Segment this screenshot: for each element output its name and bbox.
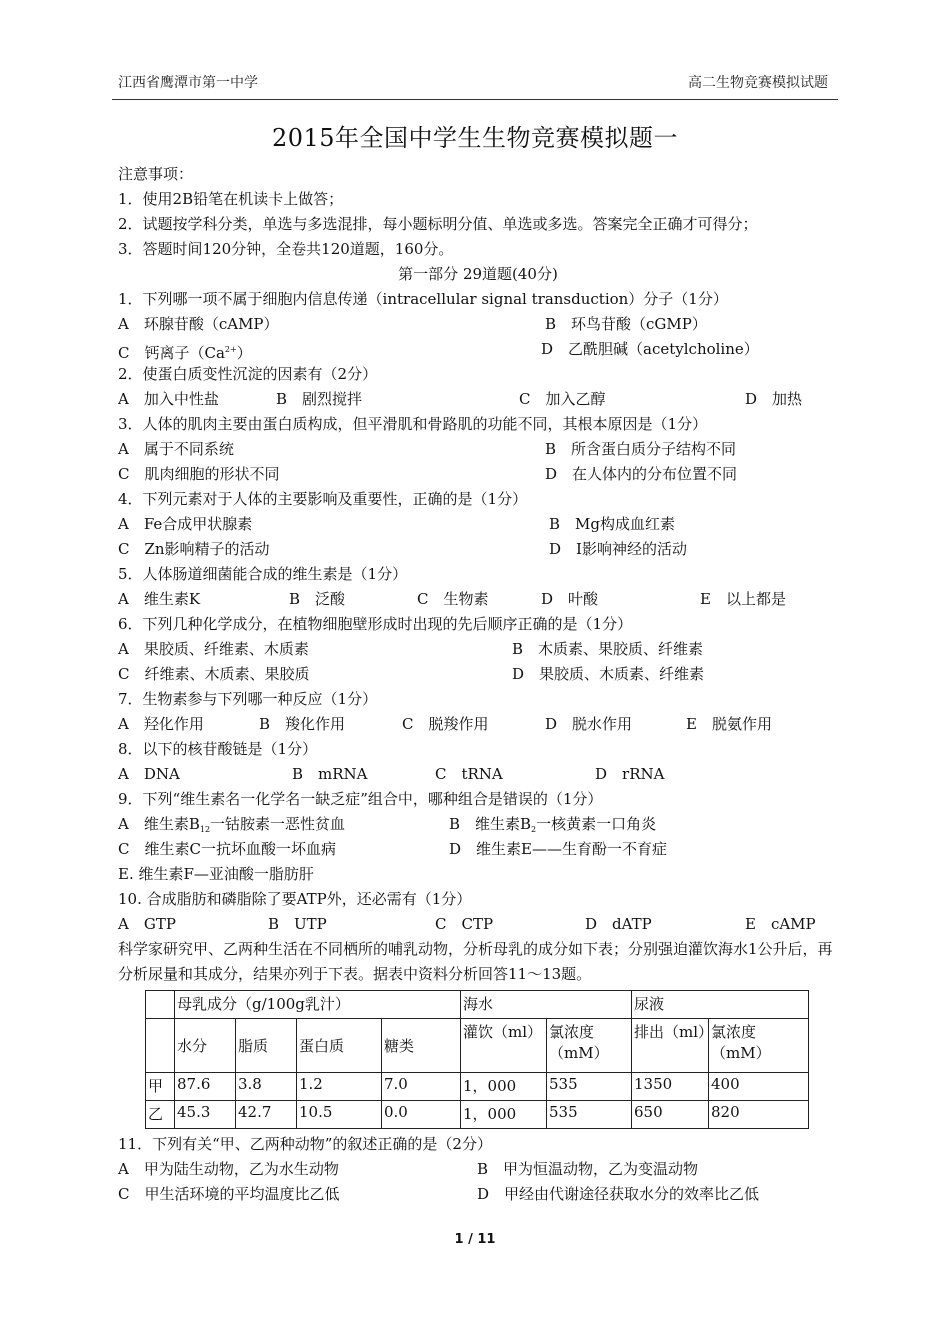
- option-b-text: B 维生素B: [449, 815, 532, 833]
- table-group-row: [146, 991, 809, 1019]
- option-b: B Mg构成血红素: [549, 515, 675, 533]
- option-row: [118, 812, 838, 837]
- passage-intro: 科学家研究甲、乙两种生活在不同栖所的哺乳动物，分析母乳的成分如下表；分别强迫灌饮海水1公升后，再分析尿量和其成分，结果亦列于下表。据表中资料分析回答11～13题。: [118, 940, 833, 983]
- question-stem: 4．下列元素对于人体的主要影响及重要性，正确的是（1分）: [118, 490, 528, 508]
- option-b-rest: 一核黄素一口角炎: [536, 815, 657, 833]
- column-header: 水分: [175, 1019, 236, 1073]
- question-stem: 8．以下的核苷酸链是（1分）: [118, 740, 318, 758]
- option-e: E 脱氨作用: [686, 715, 772, 733]
- option-d: D 在人体内的分布位置不同: [545, 465, 738, 483]
- option-d: D 加热: [745, 390, 803, 408]
- option-row: [118, 462, 838, 487]
- superscript: 2+: [224, 345, 237, 354]
- note-item: 1．使用2B铅笔在机读卡上做答；: [118, 190, 344, 208]
- row-label: 甲: [146, 1073, 175, 1101]
- option-row: [118, 912, 838, 937]
- group-header-milk: 母乳成分（g/100g乳汁）: [175, 991, 461, 1019]
- option-row: [118, 587, 838, 612]
- table-cell: 1，000: [461, 1073, 547, 1101]
- option-c-text: C 钙离子（Ca: [118, 344, 225, 362]
- header-subject: 高二生物竞赛模拟试题: [688, 75, 828, 91]
- note-item: 3．答题时间120分钟，全卷共120道题，160分。: [118, 240, 454, 258]
- table-cell: 42.7: [236, 1101, 297, 1129]
- option-e: E cAMP: [745, 915, 816, 933]
- option-row: [118, 437, 838, 462]
- option-a: A GTP: [118, 915, 176, 933]
- option-row: [118, 1157, 838, 1182]
- option-a: A 果胶质、纤维素、木质素: [118, 640, 309, 658]
- header-school: 江西省鹰潭市第一中学: [118, 75, 258, 91]
- group-header-urine: 尿液: [632, 991, 809, 1019]
- question-stem: 2．使蛋白质变性沉淀的因素有（2分）: [118, 365, 378, 383]
- option-a: A 环腺苷酸（cAMP）: [118, 315, 279, 333]
- question-stem: 10. 合成脂肪和磷脂除了要ATP外，还必需有（1分）: [118, 890, 472, 908]
- option-d: D I影响神经的活动: [549, 540, 687, 558]
- table-column-row: [146, 1019, 809, 1073]
- option-c: C 甲生活环境的平均温度比乙低: [118, 1185, 340, 1203]
- table-cell: 10.5: [297, 1101, 382, 1129]
- page-number: 1 / 11: [454, 1232, 496, 1247]
- option-e: E 以上都是: [700, 590, 786, 608]
- table-cell: 535: [547, 1073, 632, 1101]
- table-cell: 87.6: [175, 1073, 236, 1101]
- table-cell: 1.2: [297, 1073, 382, 1101]
- row-label: 乙: [146, 1101, 175, 1129]
- question-stem: 11．下列有关“甲、乙两种动物”的叙述正确的是（2分）: [118, 1135, 492, 1153]
- option-row: [118, 387, 838, 412]
- option-c: C 纤维素、木质素、果胶质: [118, 665, 310, 683]
- option-b: B 环鸟苷酸（cGMP）: [545, 315, 707, 333]
- table-cell: 45.3: [175, 1101, 236, 1129]
- option-a-rest: 一钴胺素一恶性贫血: [210, 815, 346, 833]
- column-header: 脂质: [236, 1019, 297, 1073]
- option-a: A 维生素K: [118, 590, 201, 608]
- option-row: [118, 1182, 838, 1207]
- option-row: [118, 762, 838, 787]
- option-c: C 肌肉细胞的形状不同: [118, 465, 280, 483]
- table-cell: 3.8: [236, 1073, 297, 1101]
- column-header: 蛋白质: [297, 1019, 382, 1073]
- notes-heading: 注意事项：: [118, 165, 194, 183]
- option-a: A DNA: [118, 765, 180, 783]
- question-stem: 9．下列“维生素名一化学名一缺乏症”组合中，哪种组合是错误的（1分）: [118, 790, 603, 808]
- option-row: [118, 837, 838, 862]
- column-header: 灌饮（ml）: [461, 1019, 547, 1073]
- option-row: [118, 337, 838, 362]
- option-d: D 维生素E——生育酚一不育症: [449, 840, 667, 858]
- table-cell: 400: [709, 1073, 809, 1101]
- table-row: [146, 1073, 809, 1101]
- subscript: 2: [531, 825, 537, 834]
- question-stem: 7．生物素参与下列哪一种反应（1分）: [118, 690, 378, 708]
- column-header: 氯浓度（mM）: [709, 1019, 809, 1073]
- option-a: A 羟化作用: [118, 715, 204, 733]
- option-d: D 甲经由代谢途径获取水分的效率比乙低: [477, 1185, 760, 1203]
- option-e: E. 维生素F—亚油酸一脂肪肝: [118, 865, 314, 883]
- table-cell: 650: [632, 1101, 709, 1129]
- header-rule: [112, 99, 838, 100]
- table-corner: [146, 1019, 175, 1073]
- option-a: A Fe合成甲状腺素: [118, 515, 253, 533]
- option-a: A 加入中性盐: [118, 390, 219, 408]
- table-cell: 0.0: [382, 1101, 461, 1129]
- table-corner: [146, 991, 175, 1019]
- option-b: B 木质素、果胶质、纤维素: [512, 640, 704, 658]
- option-c-end: ）: [236, 344, 252, 362]
- option-a: A 甲为陆生动物，乙为水生动物: [118, 1160, 339, 1178]
- table-cell: 535: [547, 1101, 632, 1129]
- page-title: 2015年全国中学生生物竞赛模拟题一: [271, 124, 679, 152]
- option-a-text: A 维生素B: [118, 815, 200, 833]
- option-c: C 维生素C一抗坏血酸一坏血病: [118, 840, 336, 858]
- column-header: 氯浓度（mM）: [547, 1019, 632, 1073]
- subscript: 12: [199, 825, 211, 834]
- option-d: D dATP: [585, 915, 652, 933]
- option-b: B 甲为恒温动物，乙为变温动物: [477, 1160, 699, 1178]
- option-b: B 羧化作用: [259, 715, 346, 733]
- option-c: C CTP: [435, 915, 494, 933]
- option-c: C 生物素: [417, 590, 489, 608]
- document-body: [118, 162, 838, 1207]
- option-d: D 脱水作用: [545, 715, 633, 733]
- option-row: [118, 312, 838, 337]
- column-header: 糖类: [382, 1019, 461, 1073]
- option-b: B 剧烈搅拌: [276, 390, 363, 408]
- option-c: C Zn影响精子的活动: [118, 540, 270, 558]
- data-table: [145, 990, 809, 1129]
- table-cell: 820: [709, 1101, 809, 1129]
- question-stem: 5．人体肠道细菌能合成的维生素是（1分）: [118, 565, 408, 583]
- option-d: D 果胶质、木质素、纤维素: [512, 665, 705, 683]
- table-cell: 1350: [632, 1073, 709, 1101]
- option-b: B 所含蛋白质分子结构不同: [545, 440, 737, 458]
- group-header-sea: 海水: [461, 991, 632, 1019]
- option-c: C tRNA: [435, 765, 503, 783]
- note-item: 2．试题按学科分类，单选与多选混排，每小题标明分值、单选或多选。答案完全正确才可得分；: [118, 215, 758, 233]
- option-row: [118, 512, 838, 537]
- column-header: 排出（ml）: [632, 1019, 709, 1073]
- question-stem: 1．下列哪一项不属于细胞内信息传递（intracellular signal transduction）分子（1分）: [118, 290, 728, 308]
- table-row: [146, 1101, 809, 1129]
- question-stem: 6．下列几种化学成分，在植物细胞壁形成时出现的先后顺序正确的是（1分）: [118, 615, 633, 633]
- option-row: [118, 637, 838, 662]
- option-d: D 叶酸: [541, 590, 599, 608]
- option-a: A 属于不同系统: [118, 440, 234, 458]
- option-row: [118, 712, 838, 737]
- option-d: D 乙酰胆碱（acetylcholine）: [541, 340, 759, 358]
- table-cell: 7.0: [382, 1073, 461, 1101]
- part-title: 第一部分 29道题(40分): [398, 265, 558, 283]
- option-b: B 泛酸: [289, 590, 346, 608]
- option-d: D rRNA: [595, 765, 665, 783]
- option-b: B UTP: [268, 915, 327, 933]
- question-stem: 3．人体的肌肉主要由蛋白质构成，但平滑肌和骨路肌的功能不同，其根本原因是（1分）: [118, 415, 708, 433]
- option-c: C 脱羧作用: [402, 715, 489, 733]
- option-row: [118, 537, 838, 562]
- option-b: B mRNA: [292, 765, 368, 783]
- option-row: [118, 662, 838, 687]
- table-cell: 1，000: [461, 1101, 547, 1129]
- option-c: C 加入乙醇: [519, 390, 606, 408]
